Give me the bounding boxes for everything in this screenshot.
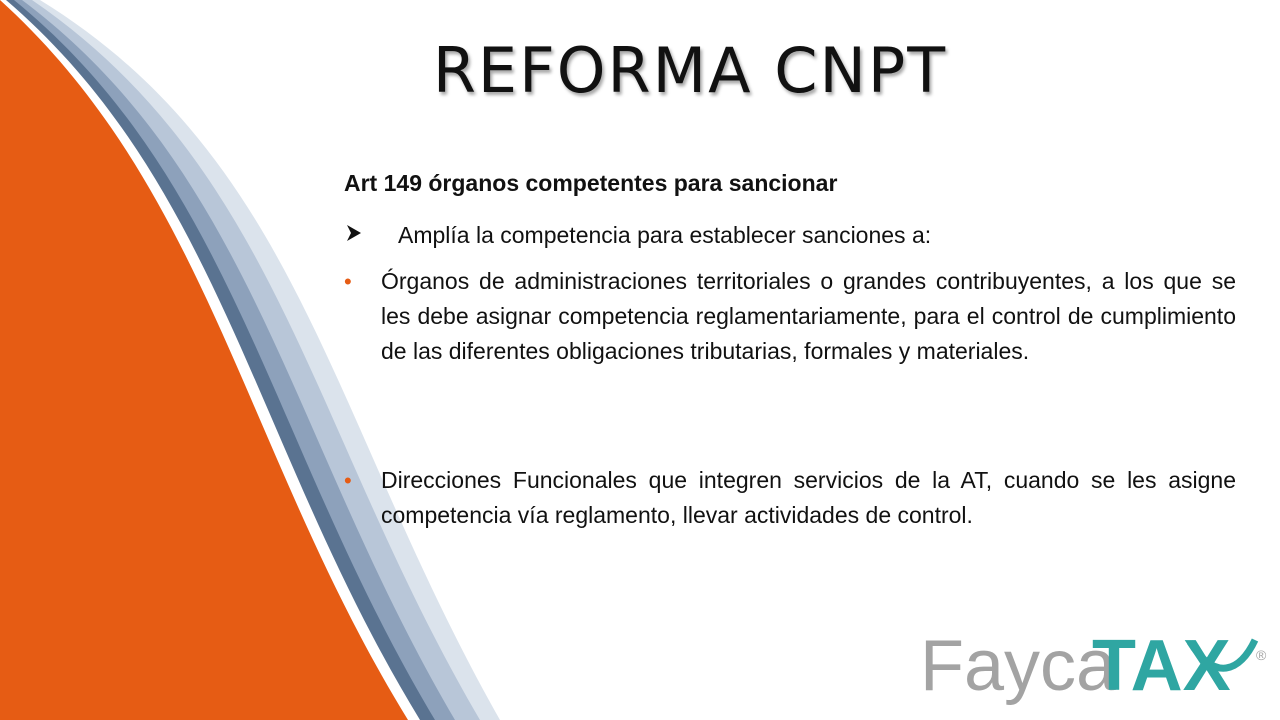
slide-title: REFORMA CNPT bbox=[432, 34, 948, 107]
list-item-text: Órganos de administraciones territoriales o grandes contribuyentes, a los que se les debe asignar competencia reglamentariamente, para el control de cumplimiento de las diferentes obligaciones tributarias, formales y materiales. bbox=[381, 268, 1236, 364]
faycatax-logo bbox=[920, 612, 1270, 712]
logo-text-bold: TAX bbox=[1092, 626, 1231, 706]
list-item-text: Direcciones Funcionales que integren servicios de la AT, cuando se les asigne competencia vía reglamento, llevar actividades de control. bbox=[381, 467, 1236, 528]
list-item bbox=[344, 463, 1236, 533]
section-heading: Art 149 órganos competentes para sancionar bbox=[344, 170, 838, 196]
list-item bbox=[344, 264, 1236, 369]
registered-mark: ® bbox=[1256, 647, 1267, 663]
dot-bullet-icon: • bbox=[344, 468, 352, 493]
dot-bullet-icon: • bbox=[344, 269, 352, 294]
logo-text-light: Fayca bbox=[920, 626, 1117, 706]
arrow-bullet-icon bbox=[344, 222, 398, 249]
sub-heading-text: Amplía la competencia para establecer sanciones a: bbox=[398, 222, 932, 248]
sub-heading bbox=[344, 222, 931, 249]
